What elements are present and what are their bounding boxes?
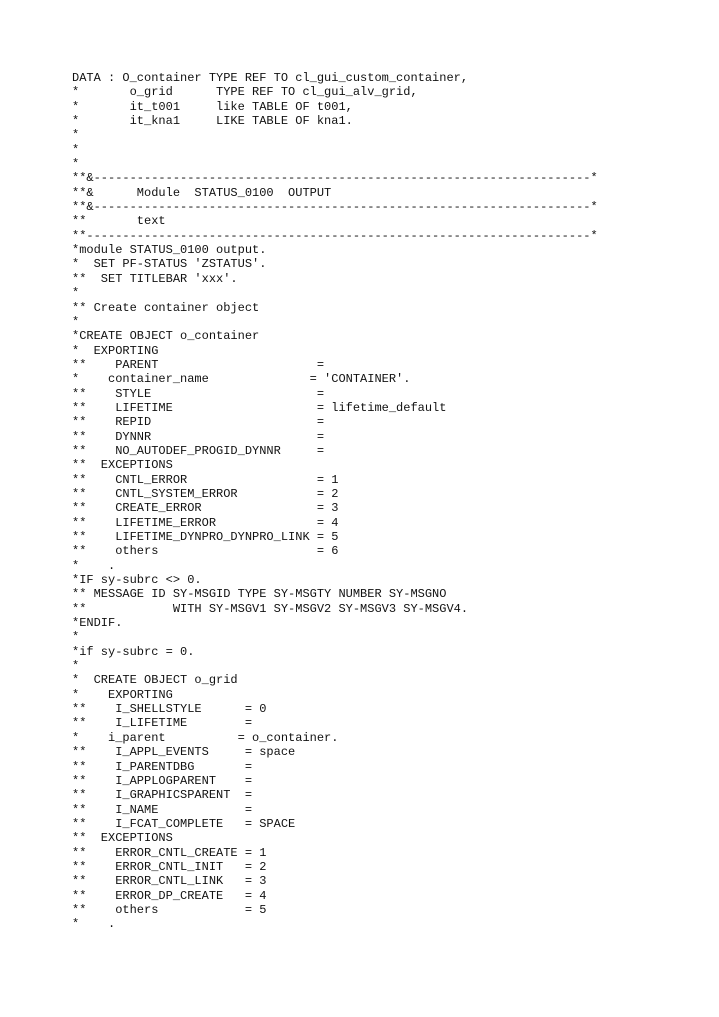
code-line: ** EXCEPTIONS bbox=[72, 831, 173, 846]
code-listing bbox=[72, 71, 672, 932]
code-line: ** text bbox=[72, 214, 166, 229]
code-line: ** ERROR_CNTL_LINK = 3 bbox=[72, 874, 267, 889]
code-line: **& Module STATUS_0100 OUTPUT bbox=[72, 185, 332, 200]
code-line: * bbox=[72, 157, 80, 172]
code-line: ** REPID = bbox=[72, 415, 325, 430]
code-line: ** I_APPLOGPARENT = bbox=[72, 773, 253, 788]
code-line: * bbox=[72, 314, 80, 329]
code-line: * bbox=[72, 142, 80, 157]
code-line: ** I_LIFETIME = bbox=[72, 716, 253, 731]
code-line: * o_grid TYPE REF TO cl_gui_alv_grid, bbox=[72, 85, 418, 100]
code-line: * container_name = 'CONTAINER'. bbox=[72, 372, 411, 387]
code-line: * . bbox=[72, 558, 116, 573]
code-line: ** CNTL_ERROR = 1 bbox=[72, 472, 339, 487]
code-line: ** ERROR_DP_CREATE = 4 bbox=[72, 888, 267, 903]
code-line: * . bbox=[72, 917, 116, 932]
code-line: ** I_APPL_EVENTS = space bbox=[72, 745, 296, 760]
code-line: ** I_SHELLSTYLE = 0 bbox=[72, 702, 267, 717]
code-line: **&---------------------------------------------------------------------* bbox=[72, 200, 598, 215]
code-line: *ENDIF. bbox=[72, 616, 123, 631]
code-line: ** EXCEPTIONS bbox=[72, 458, 173, 473]
code-line: ** DYNNR = bbox=[72, 429, 325, 444]
code-line: ** CREATE_ERROR = 3 bbox=[72, 501, 339, 516]
code-line: * EXPORTING bbox=[72, 687, 173, 702]
code-line: * EXPORTING bbox=[72, 343, 159, 358]
code-line: * bbox=[72, 128, 80, 143]
code-line: * bbox=[72, 286, 80, 301]
code-line: ** WITH SY-MSGV1 SY-MSGV2 SY-MSGV3 SY-MSGV4. bbox=[72, 601, 469, 616]
code-line: * SET PF-STATUS 'ZSTATUS'. bbox=[72, 257, 267, 272]
code-line: ** others = 5 bbox=[72, 902, 267, 917]
code-line: ** ERROR_CNTL_INIT = 2 bbox=[72, 859, 267, 874]
code-line: * it_kna1 LIKE TABLE OF kna1. bbox=[72, 114, 353, 129]
code-line: ** LIFETIME_DYNPRO_DYNPRO_LINK = 5 bbox=[72, 530, 339, 544]
code-line: ** MESSAGE ID SY-MSGID TYPE SY-MSGTY NUMBER SY-MSGNO bbox=[72, 587, 447, 602]
code-line: * CREATE OBJECT o_grid bbox=[72, 673, 238, 688]
code-line: ** Create container object bbox=[72, 300, 260, 315]
code-line: ** I_GRAPHICSPARENT = bbox=[72, 788, 253, 803]
code-line: ** others = 6 bbox=[72, 544, 339, 559]
code-line: ** PARENT = bbox=[72, 357, 325, 372]
code-line: ** LIFETIME_ERROR = 4 bbox=[72, 515, 339, 530]
code-line: DATA : O_container TYPE REF TO cl_gui_custom_container, bbox=[72, 71, 469, 85]
code-line: * it_t001 like TABLE OF t001, bbox=[72, 99, 353, 114]
code-line: ** CNTL_SYSTEM_ERROR = 2 bbox=[72, 486, 339, 501]
code-line: ** NO_AUTODEF_PROGID_DYNNR = bbox=[72, 443, 325, 458]
code-line: *module STATUS_0100 output. bbox=[72, 243, 267, 258]
code-line: *CREATE OBJECT o_container bbox=[72, 329, 260, 344]
code-line: ** I_FCAT_COMPLETE = SPACE bbox=[72, 816, 296, 831]
code-line: ** LIFETIME = lifetime_default bbox=[72, 400, 447, 415]
code-line: ** SET TITLEBAR 'xxx'. bbox=[72, 271, 238, 286]
code-line: **----------------------------------------------------------------------* bbox=[72, 228, 598, 243]
code-line: ** I_PARENTDBG = bbox=[72, 759, 253, 774]
code-line: *IF sy-subrc <> 0. bbox=[72, 573, 202, 588]
code-line: * i_parent = o_container. bbox=[72, 730, 339, 745]
code-line: ** STYLE = bbox=[72, 386, 325, 401]
code-line: ** I_NAME = bbox=[72, 802, 253, 817]
code-line: **&---------------------------------------------------------------------* bbox=[72, 171, 598, 186]
code-line: ** ERROR_CNTL_CREATE = 1 bbox=[72, 845, 267, 860]
code-line: * bbox=[72, 659, 80, 674]
code-line: * bbox=[72, 630, 80, 645]
code-line: *if sy-subrc = 0. bbox=[72, 644, 195, 659]
